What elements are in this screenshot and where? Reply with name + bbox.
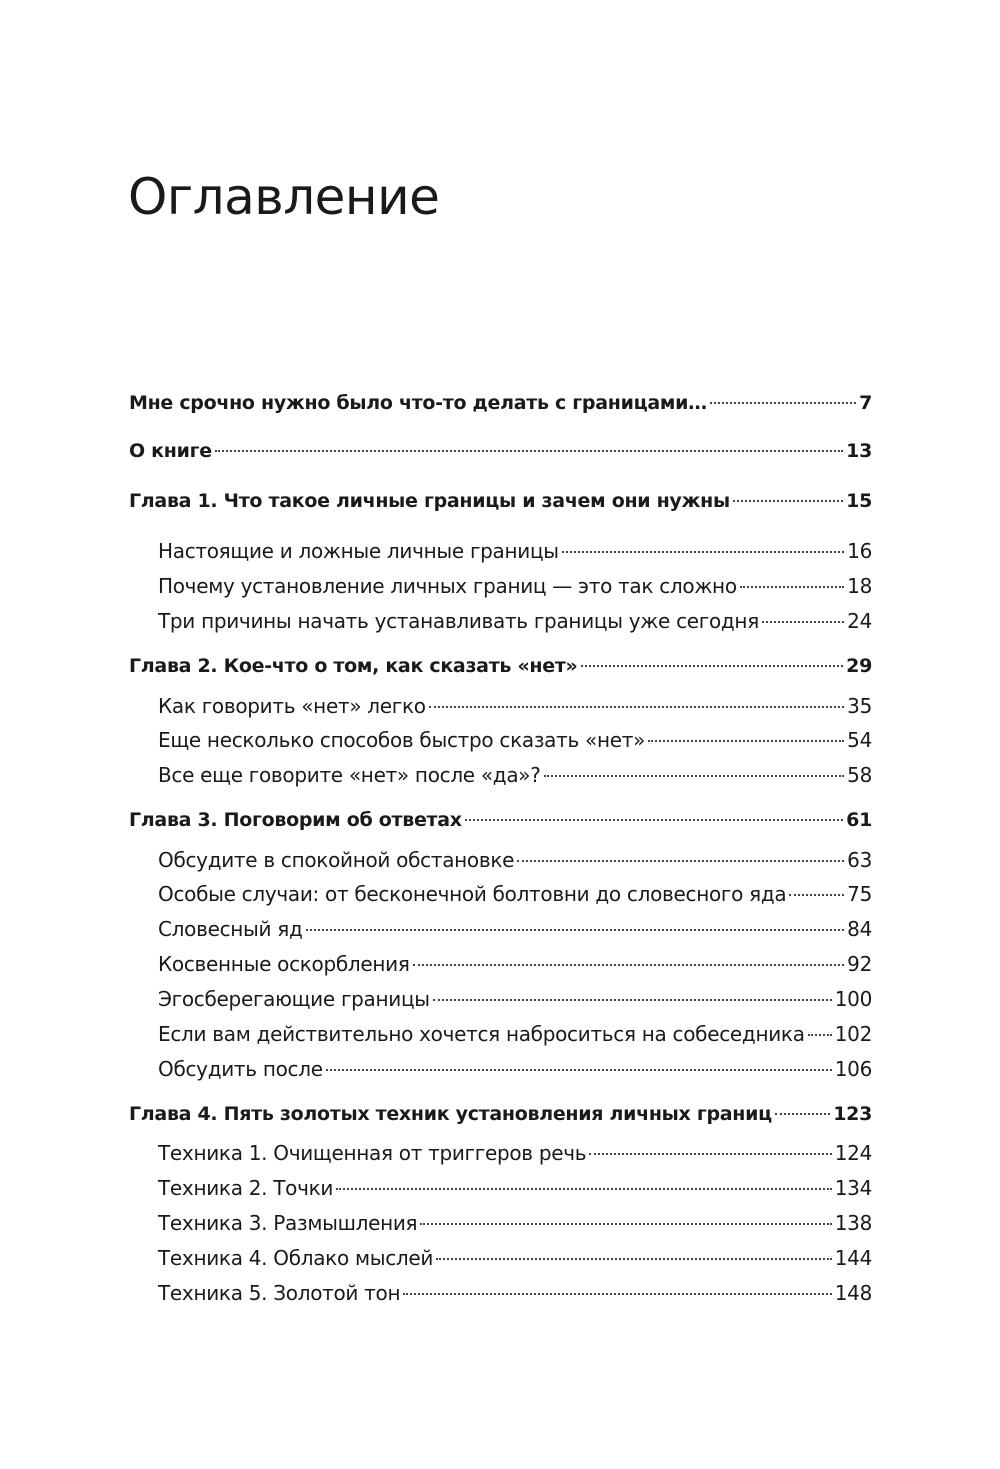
toc-entry-page: 35	[847, 694, 872, 718]
toc-entry-label: Словесный яд	[158, 917, 303, 941]
toc-entry-page: 102	[834, 1022, 872, 1046]
dot-leader	[733, 499, 843, 502]
toc-entry-page: 7	[859, 392, 872, 414]
toc-entry-page: 24	[847, 609, 872, 633]
dot-leader	[465, 818, 843, 821]
dot-leader	[436, 1257, 832, 1260]
toc-entry-about-book[interactable]	[129, 436, 872, 466]
dot-leader	[581, 664, 844, 667]
toc-entry-page: 100	[834, 987, 872, 1011]
toc-entry-label: О книге	[129, 440, 212, 462]
toc-entry-page: 54	[847, 728, 872, 752]
toc-entry-label: Особые случаи: от бесконечной болтовни до словесного яда	[158, 882, 787, 906]
toc-entry-label: Техника 1. Очищенная от триггеров речь	[158, 1141, 587, 1165]
dot-leader	[775, 1112, 830, 1115]
dot-leader	[429, 705, 844, 708]
toc-subentry[interactable]	[158, 1173, 872, 1203]
toc-entry-chapter-4[interactable]	[129, 1099, 872, 1129]
toc-subentry[interactable]	[158, 571, 872, 601]
toc-entry-preface[interactable]	[129, 388, 872, 418]
dot-leader	[544, 774, 845, 777]
toc-entry-label: Глава 3. Поговорим об ответах	[129, 809, 462, 831]
toc-entry-page: 61	[846, 809, 872, 831]
dot-leader	[336, 1187, 832, 1190]
dot-leader	[517, 859, 844, 862]
toc-entry-label: Глава 1. Что такое личные границы и зачем они нужны	[129, 490, 730, 512]
dot-leader	[403, 1292, 831, 1295]
toc-entry-page: 123	[833, 1103, 872, 1125]
toc-subentry[interactable]	[158, 1138, 872, 1168]
toc-entry-label: Еще несколько способов быстро сказать «нет»	[158, 728, 646, 752]
toc-entry-page: 138	[834, 1211, 872, 1235]
toc-entry-chapter-3[interactable]	[129, 805, 872, 835]
page-title: Оглавление	[128, 168, 440, 226]
toc-entry-page: 58	[847, 763, 872, 787]
toc-subentry[interactable]	[158, 1278, 872, 1308]
toc-subentry[interactable]	[158, 536, 872, 566]
toc-entry-label: Глава 2. Кое-что о том, как сказать «нет»	[129, 655, 578, 677]
toc-subentry[interactable]	[158, 845, 872, 875]
dot-leader	[648, 739, 844, 742]
toc-entry-page: 106	[834, 1057, 872, 1081]
toc-subentry[interactable]	[158, 879, 872, 909]
toc-entry-page: 144	[834, 1246, 872, 1270]
toc-entry-page: 134	[834, 1176, 872, 1200]
toc-entry-page: 148	[834, 1281, 872, 1305]
toc-entry-label: Как говорить «нет» легко	[158, 694, 426, 718]
toc-entry-label: Техника 3. Размышления	[158, 1211, 418, 1235]
dot-leader	[326, 1068, 832, 1071]
toc-entry-label: Эгосберегающие границы	[158, 987, 430, 1011]
dot-leader	[589, 1152, 831, 1155]
toc-subentry[interactable]	[158, 1054, 872, 1084]
toc-entry-label: Техника 4. Облако мыслей	[158, 1246, 434, 1270]
dot-leader	[740, 585, 844, 588]
toc-entry-page: 92	[847, 952, 872, 976]
toc-entry-chapter-2[interactable]	[129, 651, 872, 681]
toc-entry-page: 18	[847, 574, 872, 598]
dot-leader	[710, 401, 856, 404]
dot-leader	[420, 1222, 831, 1225]
toc-entry-page: 63	[847, 848, 872, 872]
toc-entry-page: 16	[847, 539, 872, 563]
toc-entry-label: Техника 5. Золотой тон	[158, 1281, 401, 1305]
toc-subentry[interactable]	[158, 914, 872, 944]
toc-entry-page: 29	[846, 655, 872, 677]
toc-subentry[interactable]	[158, 725, 872, 755]
toc-entry-label: Косвенные оскорбления	[158, 952, 410, 976]
dot-leader	[215, 449, 843, 452]
toc-subentry[interactable]	[158, 760, 872, 790]
toc-entry-label: Обсудить после	[158, 1057, 323, 1081]
toc-entry-page: 75	[847, 882, 872, 906]
dot-leader	[562, 550, 844, 553]
toc-entry-label: Глава 4. Пять золотых техник установления личных границ	[129, 1103, 772, 1125]
toc-entry-page: 84	[847, 917, 872, 941]
toc-subentry[interactable]	[158, 1243, 872, 1273]
toc-entry-chapter-1[interactable]	[129, 486, 872, 516]
toc-entry-label: Все еще говорите «нет» после «да»?	[158, 763, 541, 787]
toc-entry-page: 15	[846, 490, 872, 512]
toc-entry-page: 13	[846, 440, 872, 462]
dot-leader	[762, 620, 844, 623]
toc-entry-label: Техника 2. Точки	[158, 1176, 334, 1200]
toc-entry-label: Три причины начать устанавливать границы уже сегодня	[158, 609, 759, 633]
toc-subentry[interactable]	[158, 606, 872, 636]
toc-subentry[interactable]	[158, 691, 872, 721]
dot-leader	[789, 893, 844, 896]
toc-entry-label: Почему установление личных границ — это так сложно	[158, 574, 737, 598]
toc-entry-label: Если вам действительно хочется наброситься на собеседника	[158, 1022, 805, 1046]
toc-subentry[interactable]	[158, 1208, 872, 1238]
dot-leader	[433, 998, 832, 1001]
toc-entry-page: 124	[834, 1141, 872, 1165]
toc-subentry[interactable]	[158, 984, 872, 1014]
toc-subentry[interactable]	[158, 1019, 872, 1049]
dot-leader	[306, 928, 845, 931]
toc-entry-label: Обсудите в спокойной обстановке	[158, 848, 515, 872]
toc-subentry[interactable]	[158, 949, 872, 979]
dot-leader	[808, 1033, 832, 1036]
dot-leader	[413, 963, 845, 966]
toc-entry-label: Настоящие и ложные личные границы	[158, 539, 559, 563]
toc-entry-label: Мне срочно нужно было что-то делать с границами…	[129, 392, 707, 414]
